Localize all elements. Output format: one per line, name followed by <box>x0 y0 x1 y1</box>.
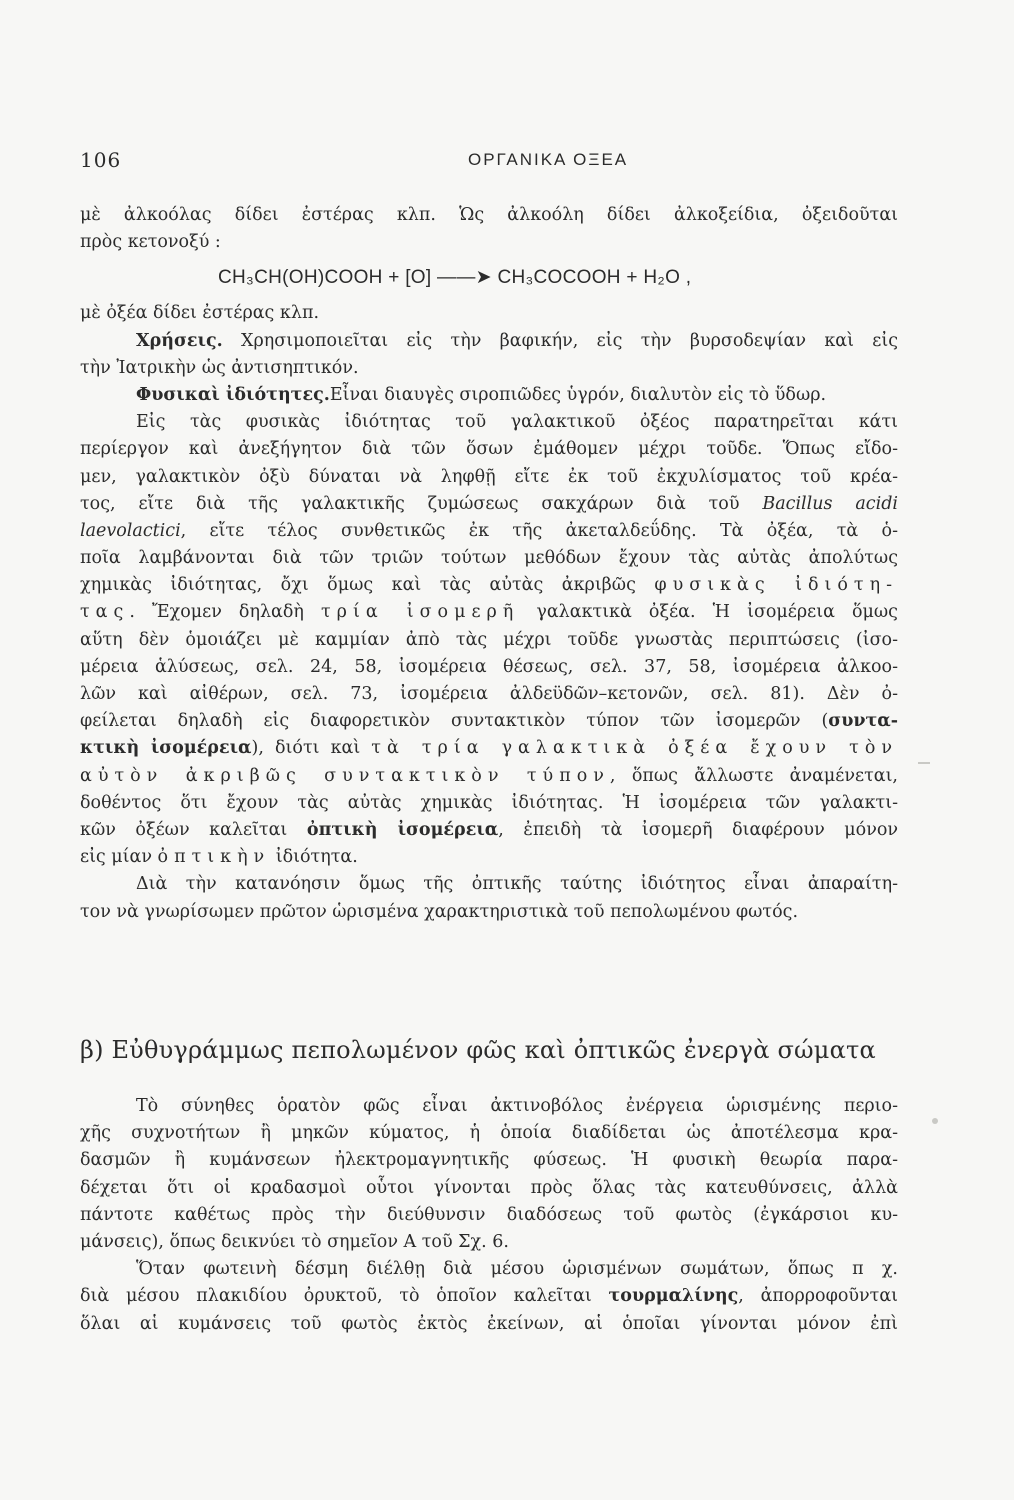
text-line: τας. Ἔχομεν δηλαδὴ τρία ἰσομερῆ γαλακτικὰ ὀξέα. Ἡ ἰσομέρεια ὅμως <box>80 602 898 623</box>
page-header <box>80 148 900 178</box>
text-line: δέχεται ὅτι οἱ κραδασμοὶ οὗτοι γίνονται πρὸς ὅλας τὰς κατευθύνσεις, ἀλλὰ <box>80 1177 898 1198</box>
text-line: διὰ μέσου πλακιδίου ὀρυκτοῦ, τὸ ὁποῖον καλεῖται τουρμαλίνης, ἀπορροφοῦνται <box>80 1286 898 1307</box>
text-line: δασμῶν ἢ κυμάνσεων ἠλεκτρομαγνητικῆς φύσεως. Ἡ φυσικὴ θεωρία παρα- <box>80 1150 898 1171</box>
text-line: Χρήσεις. Χρησιμοποιεῖται εἰς τὴν βαφικήν, εἰς τὴν βυρσοδεψίαν καὶ εἰς <box>136 330 898 351</box>
text-line: αὕτη δὲν ὁμοιάζει μὲ καμμίαν ἀπὸ τὰς μέχρι τοῦδε γνωστὰς περιπτώσεις (ἰσο- <box>80 629 898 650</box>
text-line: μάνσεις), ὅπως δεικνύει τὸ σημεῖον Α τοῦ Σχ. 6. <box>80 1231 509 1252</box>
text-line: μέρεια ἁλύσεως, σελ. 24, 58, ἰσομέρεια θέσεως, σελ. 37, 58, ἰσομέρεια ἀλκοο- <box>80 656 898 677</box>
text-line: laevolactici, εἴτε τέλος συνθετικῶς ἐκ τῆς ἀκεταλδεΰδης. Τὰ ὀξέα, τὰ ὁ- <box>80 520 898 541</box>
text-line: κῶν ὀξέων καλεῖται ὀπτικὴ ἰσομέρεια, ἐπειδὴ τὰ ἰσομερῆ διαφέρουν μόνον <box>80 819 899 840</box>
text-line: τὴν Ἰατρικὴν ὡς ἀντισηπτικόν. <box>80 357 359 378</box>
body-text-upper <box>80 202 898 926</box>
text-line: Τὸ σύνηθες ὁρατὸν φῶς εἶναι ἀκτινοβόλος ἐνέργεια ὡρισμένης περιο- <box>136 1096 898 1116</box>
chemical-equation: CH₃CH(OH)COOH + [O] ——➤ CH₃COCOOH + H₂O , <box>218 267 692 289</box>
text-line: εἰς μίαν ὀπτικὴν ἰδιότητα. <box>80 847 358 868</box>
text-line: ποῖα λαμβάνονται διὰ τῶν τριῶν τούτων μεθόδων ἔχουν τὰς αὐτὰς ἀπολύτως <box>80 548 898 569</box>
page-number: 106 <box>80 148 122 172</box>
text-line: μὲ ἀλκοόλας δίδει ἐστέρας κλπ. Ὡς ἀλκοόλη δίδει ἀλκοξείδια, ὀξειδοῦται <box>80 205 898 225</box>
text-line: αὐτὸν ἀκριβῶς συντακτικὸν τύπον, ὅπως ἄλλωστε ἀναμένεται, <box>80 765 898 786</box>
text-line: πρὸς κετονοξύ : <box>80 232 221 253</box>
text-line: δοθέντος ὅτι ἔχουν τὰς αὐτὰς χημικὰς ἰδιότητας. Ἡ ἰσομέρεια τῶν γαλακτι- <box>80 792 898 813</box>
physical-properties-heading: Φυσικαὶ ἰδιότητες. <box>136 384 330 405</box>
scan-speck <box>918 762 930 764</box>
text-line: τος, εἴτε διὰ τῆς γαλακτικῆς ζυμώσεως σακχάρων διὰ τοῦ Bacillus acidi <box>80 493 898 514</box>
text-line: χημικὰς ἰδιότητας, ὄχι ὅμως καὶ τὰς αὐτὰς ἀκριβῶς φυσικὰς ἰδιότη- <box>80 575 898 596</box>
section-heading: β) Εὐθυγράμμως πεπολωμένον φῶς καὶ ὀπτικῶς ἐνεργὰ σώματα <box>80 1036 876 1064</box>
text-line: μὲ ὀξέα δίδει ἐστέρας κλπ. <box>80 303 320 324</box>
text-line: περίεργον καὶ ἀνεξήγητον διὰ τῶν ὅσων ἐμάθομεν μέχρι τοῦδε. Ὅπως εἴδο- <box>80 439 898 460</box>
text-line: Διὰ τὴν κατανόησιν ὅμως τῆς ὀπτικῆς ταύτης ἰδιότητος εἶναι ἀπαραίτη- <box>136 874 898 895</box>
text-line: φείλεται δηλαδὴ εἰς διαφορετικὸν συντακτικὸν τύπον τῶν ἰσομερῶν (συντα- <box>80 711 898 732</box>
text-line: χῆς συχνοτήτων ἢ μηκῶν κύματος, ἡ ὁποία διαδίδεται ὡς ἀποτέλεσμα κρα- <box>80 1123 898 1144</box>
scan-speck <box>932 1118 938 1124</box>
text-line: μεν, γαλακτικὸν ὀξὺ δύναται νὰ ληφθῇ εἴτε ἐκ τοῦ ἐκχυλίσματος τοῦ κρέα- <box>80 466 898 487</box>
text-line: Εἰς τὰς φυσικὰς ἰδιότητας τοῦ γαλακτικοῦ ὀξέος παρατηρεῖται κάτι <box>136 412 898 433</box>
text-line: Ὅταν φωτεινὴ δέσμη διέλθῃ διὰ μέσου ὡρισμένων σωμάτων, ὅπως π χ. <box>136 1259 898 1280</box>
text-line: κτικὴ ἰσομέρεια), διότι καὶ τὰ τρία γαλακτικὰ ὀξέα ἔχουν τὸν <box>80 738 899 759</box>
text-line: ὅλαι αἱ κυμάνσεις τοῦ φωτὸς ἐκτὸς ἐκείνων, αἱ ὁποῖαι γίνονται μόνον ἐπὶ <box>80 1313 898 1334</box>
text-line: Φυσικαὶ ἰδιότητες.Εἶναι διαυγὲς σιροπιῶδες ὑγρόν, διαλυτὸν εἰς τὸ ὕδωρ. <box>136 384 827 405</box>
body-text-lower <box>80 1093 898 1338</box>
text-line: πάντοτε καθέτως πρὸς τὴν διεύθυνσιν διαδόσεως τοῦ φωτὸς (ἐγκάρσιοι κυ- <box>80 1204 898 1225</box>
text-line: τον νὰ γνωρίσωμεν πρῶτον ὡρισμένα χαρακτηριστικὰ τοῦ πεπολωμένου φωτός. <box>80 901 799 922</box>
text-line: λῶν καὶ αἰθέρων, σελ. 73, ἰσομέρεια ἀλδεϋδῶν–κετονῶν, σελ. 81). Δὲν ὀ- <box>80 684 898 704</box>
uses-heading: Χρήσεις. <box>136 330 223 351</box>
running-title: ΟΡΓΑΝΙΚΑ ΟΞΕΑ <box>468 150 629 169</box>
